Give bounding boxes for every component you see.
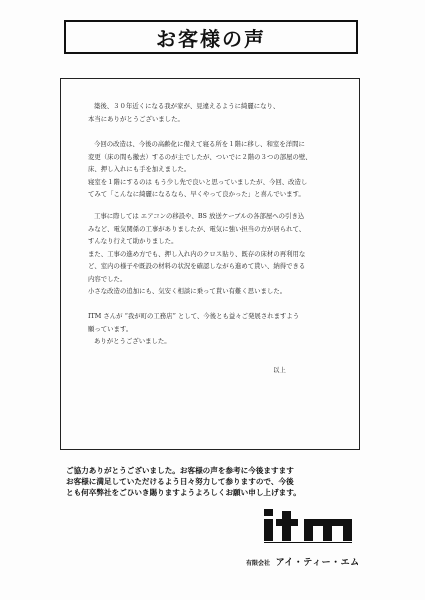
letter-line: 工事に際しては エアコンの移設や、BS 放送ケーブルの各部屋への引き込 <box>94 212 305 220</box>
letter-line: てみて「こんなに綺麗になるなら、早くやって良かった」と喜んでいます。 <box>88 190 305 198</box>
letter-line: ITM さんが “我が町の工務店” として、今後とも益々ご発展されますよう <box>88 312 300 320</box>
letter-closing: 以上 <box>273 366 286 374</box>
company-logo <box>258 505 358 545</box>
letter-line: ど、室内の様子や既設の材料の状況を確認しながら進めて貰い、納得できる <box>88 262 306 270</box>
company-prefix: 有限会社 <box>246 560 271 567</box>
letter-line: 変更（床の間も撤去）するのが主でしたが、ついでに２階の３つの部屋の壁、 <box>88 152 312 161</box>
thank-you-message <box>66 465 366 498</box>
letter-paragraph-1 <box>88 100 348 125</box>
letter-line: 小さな改造の追加にも、気安く相談に乗って貰い有難く思いました。 <box>88 287 287 295</box>
letter-line: ありがとうございました。 <box>94 337 171 345</box>
page-title: お客様の声 <box>64 20 358 54</box>
footer-line: とも何卒弊社をごひいき賜りますようよろしくお願い申し上げます。 <box>66 488 301 497</box>
footer-line: ご協力ありがとうございました。お客様の声を参考に今後ますます <box>66 466 294 475</box>
letter-line: また、工事の進め方でも、押し入れ内のクロス貼り、既存の床材の再利用な <box>88 249 306 258</box>
letter-paragraph-2 <box>88 138 348 201</box>
company-title: アイ・ティー・エム <box>275 558 360 568</box>
letter-paragraph-4 <box>88 310 348 348</box>
letter-paragraph-3 <box>88 210 348 298</box>
letter-line: 今回の改造は、今後の高齢化に備えて寝る所を１階に移し、和室を洋間に <box>94 140 305 148</box>
letter-line: 寝室を１階にするのは もう少し先で良いと思っていましたが、今回、改造し <box>88 177 308 186</box>
letter-line: 築後、３０年近くになる我が家が、見違えるように綺麗になり、 <box>94 102 280 110</box>
letter-line: 内容でした。 <box>88 274 127 283</box>
letter-line: 本当にありがとうございました。 <box>88 114 184 123</box>
company-name <box>246 550 360 569</box>
footer-line: お客様に満足していただけるよう日々努力して参りますので、今後 <box>66 477 294 486</box>
letter-line: 願っています。 <box>88 324 133 333</box>
letter-line: すんなり行えて助かりました。 <box>88 237 178 245</box>
letter-line: みなど、電気関係の工事がありましたが、電気に強い担当の方が居られて、 <box>88 224 306 233</box>
letter-line: 床、押し入れにも手を加えました。 <box>88 165 191 173</box>
